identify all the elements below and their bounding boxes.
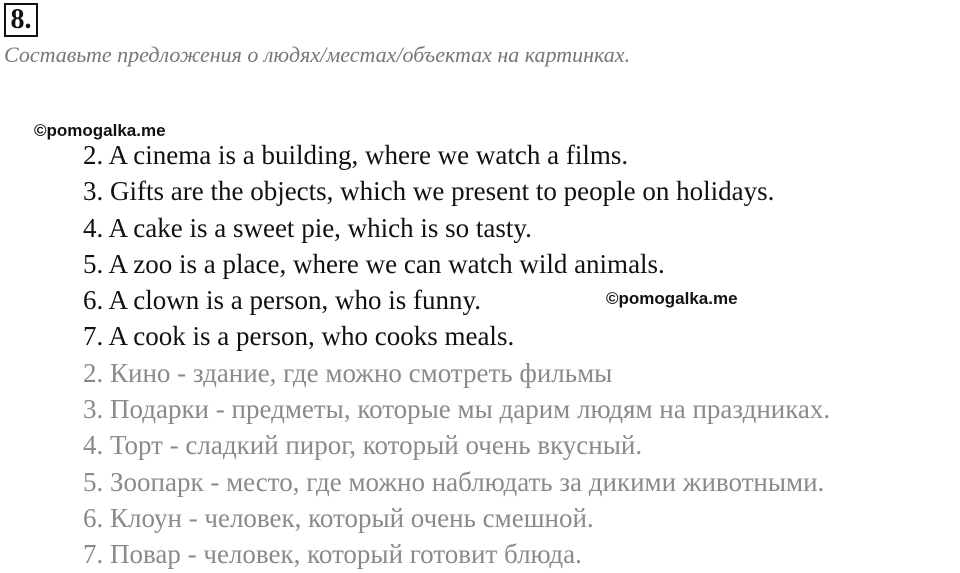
- answer-list: [83, 137, 830, 573]
- watermark: ©pomogalka.me: [606, 289, 738, 308]
- russian-sentence: 6. Клоун - человек, который очень смешной.: [83, 502, 594, 533]
- russian-sentence: 4. Торт - сладкий пирог, который очень вкусный.: [83, 430, 643, 461]
- english-sentence: 2. A cinema is a building, where we watch a films.: [83, 140, 629, 170]
- english-sentence: 5. A zoo is a place, where we can watch wild animals.: [83, 248, 665, 279]
- task-number: 8.: [4, 3, 38, 37]
- russian-sentence: 7. Повар - человек, который готовит блюда.: [83, 539, 582, 570]
- watermark: ©pomogalka.me: [34, 121, 166, 140]
- russian-sentence: 3. Подарки - предметы, которые мы дарим людям на праздниках.: [83, 394, 831, 425]
- english-sentence: 3. Gifts are the objects, which we present to people on holidays.: [83, 176, 775, 207]
- english-sentence: 6. A clown is a person, who is funny.: [83, 285, 481, 316]
- english-sentence: 7. A cook is a person, who cooks meals.: [83, 321, 515, 352]
- russian-sentence: 5. Зоопарк - место, где можно наблюдать за дикими животными.: [83, 466, 825, 497]
- english-sentence: 4. A cake is a sweet pie, which is so tasty.: [83, 212, 532, 243]
- task-instruction: Составьте предложения о людях/местах/объектах на картинках.: [4, 42, 631, 67]
- russian-sentence: 2. Кино - здание, где можно смотреть фильмы: [83, 357, 613, 388]
